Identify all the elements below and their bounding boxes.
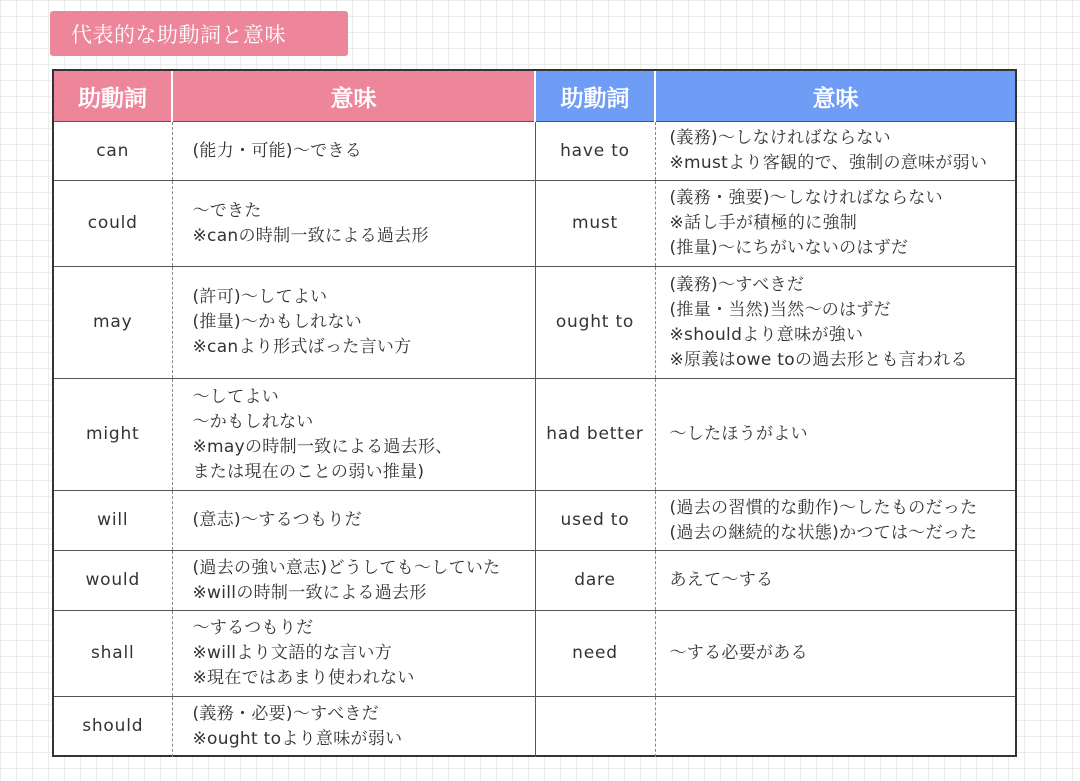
meaning-cell (172, 611, 535, 697)
modal-verb-cell: can (54, 122, 172, 181)
modal-verb-cell: would (54, 551, 172, 611)
meaning-line: (推量・当然)当然〜のはずだ (669, 299, 891, 320)
header-left-word: 助動詞 (54, 71, 172, 122)
meaning-cell-right (655, 267, 1015, 379)
meaning-line: (過去の継続的な状態)かつては〜だった (669, 522, 978, 543)
meaning-cell-right (655, 697, 1015, 757)
modal-verbs-table-container (52, 69, 1017, 757)
meaning-cell-right (655, 551, 1015, 611)
meaning-line: (能力・可能)〜できる (192, 140, 363, 161)
meaning-cell-right (655, 611, 1015, 697)
meaning-line: (許可)〜してよい (192, 287, 328, 307)
meaning-cell-right (655, 379, 1015, 491)
modal-verb-cell-right: need (535, 611, 655, 697)
meaning-line: (推量)〜にちがいないのはずだ (669, 238, 909, 258)
header-right-word: 助動詞 (535, 71, 655, 122)
modal-verb-cell-right: used to (535, 491, 655, 551)
table-row (54, 611, 1015, 697)
meaning-line: (推量)〜かもしれない (192, 312, 363, 332)
meaning-cell-right (655, 181, 1015, 267)
meaning-line: (義務)〜すべきだ (669, 274, 805, 295)
meaning-cell-right (655, 491, 1015, 551)
meaning-line: ※話し手が積極的に強制 (669, 213, 858, 233)
meaning-line: ※mustより客観的で、強制の意味が弱い (669, 153, 988, 173)
meaning-line: ※ought toより意味が弱い (192, 728, 403, 749)
meaning-cell (172, 551, 535, 611)
meaning-cell (172, 122, 535, 181)
meaning-line: ※willより文語的な言い方 (192, 643, 393, 663)
modal-verb-cell-right (535, 697, 655, 757)
table-row (54, 491, 1015, 551)
meaning-line: または現在のことの弱い推量) (192, 461, 425, 482)
table-row (54, 122, 1015, 181)
meaning-line: ※canの時制一致による過去形 (192, 225, 429, 246)
table-row (54, 267, 1015, 379)
table-body (54, 122, 1015, 757)
modal-verb-cell: shall (54, 611, 172, 697)
meaning-line: 〜する必要がある (669, 643, 808, 663)
meaning-line: 〜してよい (192, 386, 279, 407)
meaning-line: (過去の習慣的な動作)〜したものだった (669, 497, 978, 518)
table-header-row (54, 71, 1015, 122)
meaning-line: ※willの時制一致による過去形 (192, 582, 427, 603)
meaning-line: あえて〜する (669, 570, 774, 590)
table-row (54, 551, 1015, 611)
meaning-line: (義務)〜しなければならない (669, 128, 891, 148)
modal-verb-cell-right: ought to (535, 267, 655, 379)
meaning-cell (172, 379, 535, 491)
meaning-line: (義務・強要)〜しなければならない (669, 188, 943, 208)
modal-verb-cell: should (54, 697, 172, 757)
modal-verb-cell-right: had better (535, 379, 655, 491)
table-row (54, 181, 1015, 267)
meaning-cell (172, 697, 535, 757)
header-left-meaning: 意味 (172, 71, 535, 122)
modal-verb-cell: may (54, 267, 172, 379)
modal-verb-cell-right: must (535, 181, 655, 267)
header-right-meaning: 意味 (655, 71, 1015, 122)
modal-verb-cell-right: dare (535, 551, 655, 611)
meaning-line: 〜かもしれない (192, 411, 314, 432)
table-row (54, 379, 1015, 491)
meaning-cell (172, 267, 535, 379)
meaning-line: ※shouldより意味が強い (669, 324, 864, 345)
meaning-line: 〜できた (192, 200, 262, 221)
modal-verbs-table (54, 71, 1015, 757)
meaning-line: (義務・必要)〜すべきだ (192, 703, 380, 724)
table-row (54, 697, 1015, 757)
meaning-line: ※mayの時制一致による過去形、 (192, 436, 453, 457)
meaning-line: 〜するつもりだ (192, 618, 314, 638)
meaning-cell-right (655, 122, 1015, 181)
meaning-line: ※canより形式ばった言い方 (192, 337, 412, 357)
meaning-cell (172, 491, 535, 551)
modal-verb-cell: could (54, 181, 172, 267)
meaning-cell (172, 181, 535, 267)
modal-verb-cell: will (54, 491, 172, 551)
modal-verb-cell: might (54, 379, 172, 491)
meaning-line: ※原義はowe toの過去形とも言われる (669, 349, 968, 370)
meaning-line: ※現在ではあまり使われない (192, 668, 415, 688)
meaning-line: 〜したほうがよい (669, 424, 808, 444)
meaning-line: (意志)〜するつもりだ (192, 510, 362, 530)
page-title: 代表的な助動詞と意味 (50, 11, 348, 56)
meaning-line: (過去の強い意志)どうしても〜していた (192, 557, 501, 578)
modal-verb-cell-right: have to (535, 122, 655, 181)
